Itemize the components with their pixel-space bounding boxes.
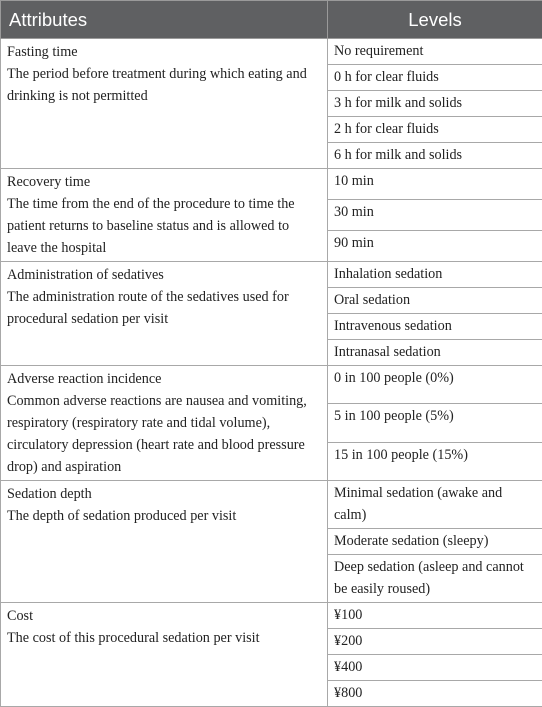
level-cell: Deep sedation (asleep and cannot be easily roused) — [328, 555, 542, 603]
attribute-cell — [1, 262, 328, 366]
level-cell: 90 min — [328, 231, 542, 262]
attribute-cell — [1, 481, 328, 603]
attribute-cell — [1, 169, 328, 262]
level-cell: 10 min — [328, 169, 542, 200]
table-row — [1, 262, 542, 288]
attribute-name: Fasting time — [7, 41, 321, 63]
level-cell: 0 in 100 people (0%) — [328, 366, 542, 404]
attribute-description: Common adverse reactions are nausea and vomiting, respiratory (respiratory rate and tidal volume), circulatory depression (heart rate and blood pressure drop) and aspiration — [7, 390, 321, 478]
attribute-name: Recovery time — [7, 171, 321, 193]
level-cell: Intravenous sedation — [328, 314, 542, 340]
level-cell: Oral sedation — [328, 288, 542, 314]
attribute-cell — [1, 603, 328, 707]
level-cell: ¥200 — [328, 629, 542, 655]
level-cell: Moderate sedation (sleepy) — [328, 529, 542, 555]
attribute-name: Administration of sedatives — [7, 264, 321, 286]
level-cell: Intranasal sedation — [328, 340, 542, 366]
level-cell: Inhalation sedation — [328, 262, 542, 288]
level-cell: 15 in 100 people (15%) — [328, 442, 542, 480]
level-cell: Minimal sedation (awake and calm) — [328, 481, 542, 529]
header-row — [1, 1, 542, 39]
level-cell: 3 h for milk and solids — [328, 91, 542, 117]
table-row — [1, 603, 542, 629]
table-row — [1, 169, 542, 200]
attribute-description: The administration route of the sedatives used for procedural sedation per visit — [7, 286, 321, 330]
attribute-description: The depth of sedation produced per visit — [7, 505, 321, 527]
attribute-description: The cost of this procedural sedation per visit — [7, 627, 321, 649]
level-cell: 5 in 100 people (5%) — [328, 404, 542, 442]
level-cell: ¥100 — [328, 603, 542, 629]
attribute-cell — [1, 39, 328, 169]
attribute-name: Adverse reaction incidence — [7, 368, 321, 390]
attribute-cell — [1, 366, 328, 481]
level-cell: ¥400 — [328, 655, 542, 681]
level-cell: 0 h for clear fluids — [328, 65, 542, 91]
attributes-header: Attributes — [1, 1, 328, 39]
level-cell: ¥800 — [328, 681, 542, 707]
table-row — [1, 366, 542, 404]
attribute-description: The period before treatment during which eating and drinking is not permitted — [7, 63, 321, 107]
levels-header: Levels — [328, 1, 542, 39]
level-cell: 30 min — [328, 200, 542, 231]
table-row — [1, 39, 542, 65]
table-row — [1, 481, 542, 529]
level-cell: 6 h for milk and solids — [328, 143, 542, 169]
attribute-name: Sedation depth — [7, 483, 321, 505]
attribute-name: Cost — [7, 605, 321, 627]
level-cell: 2 h for clear fluids — [328, 117, 542, 143]
attribute-description: The time from the end of the procedure to time the patient returns to baseline status and is allowed to leave the hospital — [7, 193, 321, 259]
level-cell: No requirement — [328, 39, 542, 65]
